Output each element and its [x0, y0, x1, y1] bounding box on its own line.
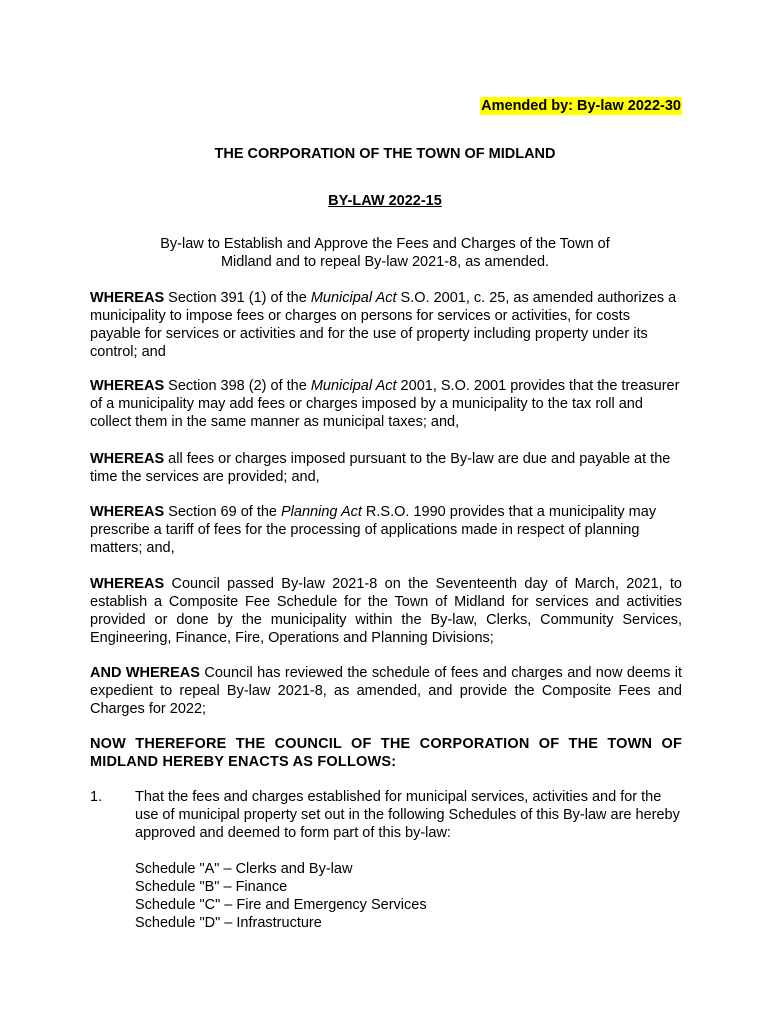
bylaw-number-heading: BY-LAW 2022-15 [328, 193, 442, 209]
recital-text: Section 69 of the [164, 504, 282, 520]
act-title: Planning Act [281, 504, 362, 520]
recital-text: 2001, S.O. 2001 provides that the treasurer of a municipality may add fees or charges imposed by a municipality to the tax roll and collect them in the same manner as municipal taxes; and, [90, 378, 680, 430]
schedule-item: Schedule "B" – Finance [135, 879, 288, 895]
corporation-heading: THE CORPORATION OF THE TOWN OF MIDLAND [214, 146, 556, 162]
recital-paragraph [90, 450, 682, 486]
recital-paragraph [90, 575, 682, 647]
recital-paragraph [90, 377, 682, 431]
recital-paragraph [90, 289, 682, 361]
recital-text: S.O. 2001, c. 25, as amended authorizes a municipality to impose fees or charges on persons for services or activities, for costs payable for services or activities and for the use of property including property under its control; and [90, 290, 677, 360]
schedule-list [135, 860, 427, 932]
schedule-item: Schedule "D" – Infrastructure [135, 915, 322, 931]
recital-text: all fees or charges imposed pursuant to the By-law are due and payable at the time the services are provided; and, [90, 451, 671, 485]
recital-text: Council passed By-law 2021-8 on the Seventeenth day of March, 2021, to establish a Composite Fee Schedule for the Town of Midland for services and activities provided or done by the municipality within the By-law, Clerks, Community Services, Engineering, Finance, Fire, Operations and Planning Divisions; [90, 576, 682, 646]
recital-lead: WHEREAS [90, 576, 165, 592]
bylaw-subject: By-law to Establish and Approve the Fees and Charges of the Town of Midland and to repeal By-law 2021-8, as amended. [160, 236, 610, 270]
recital-text: Section 398 (2) of the [164, 378, 311, 394]
recital-paragraph [90, 503, 682, 557]
schedule-item: Schedule "C" – Fire and Emergency Services [135, 897, 427, 913]
item-number: 1. [90, 789, 103, 805]
recital-text: R.S.O. 1990 provides that a municipality may prescribe a tariff of fees for the processing of applications made in respect of planning matters; and, [90, 504, 657, 556]
recital-text: Section 391 (1) of the [164, 290, 311, 306]
recital-text: Council has reviewed the schedule of fees and charges and now deems it expedient to repeal By-law 2021-8, as amended, and provide the Composite Fees and Charges for 2022; [90, 665, 682, 717]
item-text: That the fees and charges established for municipal services, activities and for the use of municipal property set out in the following Schedules of this By-law are hereby approved and deemed to form part of this by-law: [135, 789, 680, 841]
act-title: Municipal Act [310, 378, 397, 394]
act-title: Municipal Act [310, 290, 397, 306]
recital-lead: AND WHEREAS [90, 665, 200, 681]
recital-lead: WHEREAS [90, 290, 165, 306]
enacting-clause: NOW THEREFORE THE COUNCIL OF THE CORPORATION OF THE TOWN OF MIDLAND HEREBY ENACTS AS FOLLOWS: [90, 736, 682, 770]
recital-lead: WHEREAS [90, 451, 165, 467]
schedule-item: Schedule "A" – Clerks and By-law [135, 861, 353, 877]
amendment-note: Amended by: By-law 2022-30 [481, 98, 681, 114]
recital-paragraph [90, 664, 682, 718]
recital-lead: WHEREAS [90, 504, 165, 520]
recital-lead: WHEREAS [90, 378, 165, 394]
